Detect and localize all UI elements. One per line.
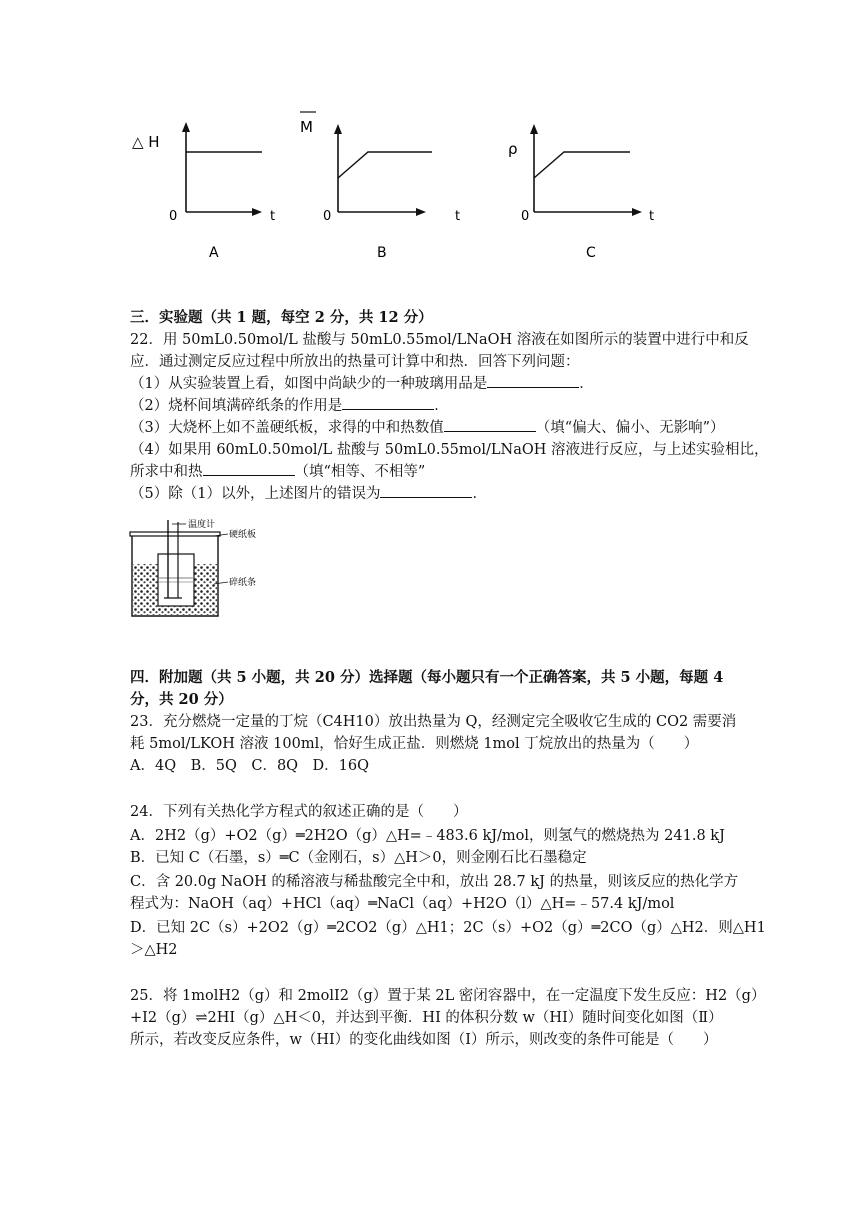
q22-part3-end: （填“偏大、偏小、无影响”） [535, 420, 725, 436]
graph-a [132, 122, 275, 261]
q22-part4-text: 所求中和热 [130, 464, 203, 480]
q23-options: A．4Q B．5Q C．8Q D．16Q [130, 758, 370, 774]
graph-b-ylabel: M [300, 118, 313, 136]
section4-heading-line2: 分，共 20 分） [130, 691, 233, 708]
q22-part5-end: ． [472, 486, 487, 502]
q25-line3: 所示，若改变反应条件，w（HI）的变化曲线如图（Ⅰ）所示，则改变的条件可能是（ ） [130, 1032, 718, 1048]
calorimeter-apparatus [128, 512, 258, 624]
label-board: 硬纸板 [229, 530, 257, 540]
q22-part4-line2 [130, 461, 740, 483]
q25-line1: 25．将 1molH2（g）和 2molI2（g）置于某 2L 密闭容器中，在一定温度下发生反应：H2（g） [130, 988, 766, 1004]
graph-b [300, 112, 460, 261]
graph-b-origin: 0 [323, 209, 332, 224]
q24-option-d-line2: ＞△H2 [130, 942, 178, 958]
q24-option-c-line2: 程式为：NaOH（aq）+HCl（aq）═NaCl（aq）+H2O（l）△H=﹣57.4 kJ/mol [130, 896, 675, 912]
graph-b-x-arrow [416, 208, 426, 216]
cardboard-cover [130, 532, 220, 536]
graph-c [508, 124, 654, 261]
graph-a-x-arrow [252, 208, 262, 216]
graph-c-x-arrow [632, 208, 642, 216]
q22-part3-text: （3）大烧杯上如不盖硬纸板，求得的中和热数值 [130, 420, 444, 436]
q22-line2: 应．通过测定反应过程中所放出的热量可计算中和热．回答下列问题： [130, 354, 580, 370]
section4-heading-line1: 四．附加题（共 5 小题，共 20 分）选择题（每小题只有一个正确答案，共 5 小题，每题 4 [130, 669, 724, 686]
q24-stem: 24．下列有关热化学方程式的叙述正确的是（ ） [130, 804, 468, 820]
graph-b-curve [338, 152, 432, 178]
q22-part2 [130, 395, 740, 417]
graph-b-caption: B [377, 245, 387, 261]
graph-c-ylabel: ρ [508, 140, 518, 158]
q22-part1-text: （1）从实验装置上看，如图中尚缺少的一种玻璃用品是 [130, 376, 488, 392]
graphs-figure [120, 100, 680, 270]
q24-option-c-line1: C．含 20.0g NaOH 的稀溶液与稀盐酸完全中和，放出 28.7 kJ 的热量，则该反应的热化学方 [130, 874, 739, 890]
q22-part2-end: ． [434, 398, 449, 414]
q22-part5-text: （5）除（1）以外，上述图片的错误为 [130, 486, 381, 502]
graph-a-y-arrow [182, 122, 190, 132]
graph-c-y-arrow [530, 124, 538, 134]
label-thermometer: 温度计 [188, 520, 216, 530]
graph-c-caption: C [586, 245, 596, 261]
section3-heading: 三．实验题（共 1 题，每空 2 分，共 12 分） [130, 309, 433, 326]
graph-b-y-arrow [334, 124, 342, 134]
q22-part4-line1: （4）如果用 60mL0.50mol/L 盐酸与 50mL0.55mol/LNaOH 溶液进行反应，与上述实验相比， [130, 442, 769, 458]
graph-c-origin: 0 [521, 209, 530, 224]
graph-a-caption: A [209, 245, 219, 261]
q24-option-a: A．2H2（g）+O2（g）═2H2O（g）△H=﹣483.6 kJ/mol，则氢气的燃烧热为 241.8 kJ [130, 828, 725, 844]
q23-line2: 耗 5mol/LKOH 溶液 100ml，恰好生成正盐．则燃烧 1mol 丁烷放出的热量为（ ） [130, 736, 699, 752]
q23-line1: 23．充分燃烧一定量的丁烷（C4H10）放出热量为 Q，经测定完全吸收它生成的 CO2 需要消 [130, 714, 737, 730]
graph-c-xlabel: t [649, 209, 655, 224]
graph-a-xlabel: t [270, 209, 276, 224]
graph-c-curve [534, 152, 630, 178]
q22-part5 [130, 483, 740, 505]
q22-part2-blank[interactable] [342, 395, 434, 410]
label-paper: 碎纸条 [229, 578, 257, 588]
q22-part2-text: （2）烧杯间填满碎纸条的作用是 [130, 398, 343, 414]
graph-a-ylabel: △ H [132, 133, 160, 151]
q22-part3-blank[interactable] [444, 417, 536, 432]
q22-line1: 22．用 50mL0.50mol/L 盐酸与 50mL0.55mol/LNaOH 溶液在如图所示的装置中进行中和反 [130, 332, 749, 348]
q24-option-b: B．已知 C（石墨，s）═C（金刚石，s）△H＞0，则金刚石比石墨稳定 [130, 850, 587, 866]
q22-part4-blank[interactable] [203, 461, 295, 476]
q22-part3 [130, 417, 740, 439]
q24-option-d-line1: D．已知 2C（s）+2O2（g）═2CO2（g）△H1；2C（s）+O2（g）═2CO（g）△H2．则△H1 [130, 920, 766, 936]
q22-part5-blank[interactable] [380, 483, 472, 498]
graph-b-xlabel: t [455, 209, 461, 224]
graph-a-origin: 0 [169, 209, 178, 224]
q22-part1 [130, 373, 740, 395]
q22-part1-end: ． [579, 376, 594, 392]
q25-line2: +I2（g）⇌2HI（g）△H＜0，并达到平衡．HI 的体积分数 w（HI）随时间变化如图（Ⅱ） [130, 1010, 723, 1026]
q22-part4-end: （填“相等、不相等” [294, 464, 426, 480]
q22-part1-blank[interactable] [487, 373, 579, 388]
